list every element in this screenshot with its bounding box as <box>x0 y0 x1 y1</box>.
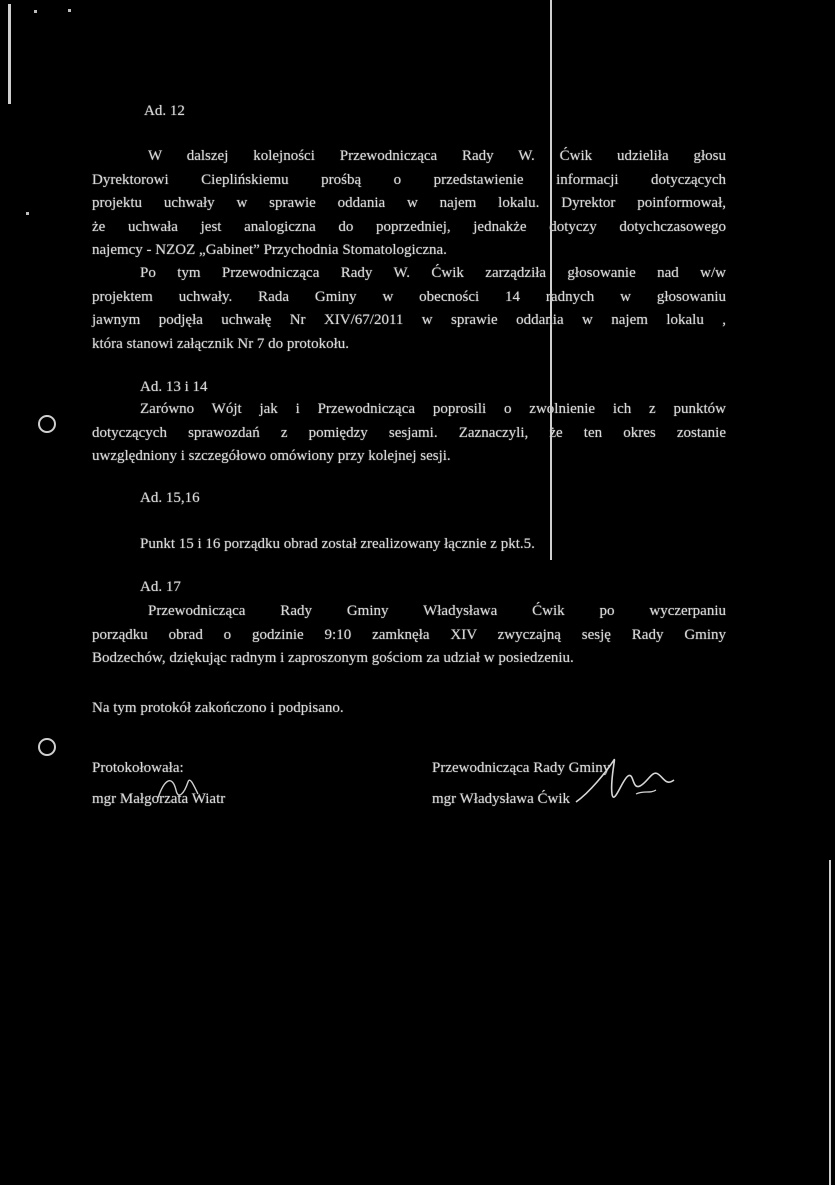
text-line: jawnym podjęła uchwałę Nr XIV/67/2011 w sprawie oddania w najem lokalu , <box>92 312 726 328</box>
text-line: Bodzechów, dziękując radnym i zaproszonym gościom za udział w posiedzeniu. <box>92 650 574 666</box>
text-line: dotyczących sprawozdań z pomiędzy sesjami. Zaznaczyli, że ten okres zostanie <box>92 424 726 441</box>
text-line: najemcy - NZOZ „Gabinet” Przychodnia Stomatologiczna. <box>92 242 447 258</box>
signature-right-role: Przewodnicząca Rady Gminy <box>432 760 611 776</box>
ad1314-heading: Ad. 13 i 14 <box>140 379 208 395</box>
ad17-heading: Ad. 17 <box>140 579 181 595</box>
scan-speck <box>26 212 29 215</box>
text-line: porządku obrad o godzinie 9:10 zamknęła XIV zwyczajną sesję Rady Gminy <box>92 626 726 643</box>
text-line: Dyrektorowi Cieplińskiemu prośbą o przedstawienie informacji dotyczących <box>92 171 726 188</box>
signature-left-role: Protokołowała: <box>92 760 184 776</box>
ad1314-paragraph <box>92 398 726 469</box>
text-line: Przewodnicząca Rady Gminy Władysława Ćwik po wyczerpaniu <box>148 603 726 619</box>
punch-hole-lower <box>38 738 56 756</box>
text-line: projektu uchwały w sprawie oddania w najem lokalu. Dyrektor poinformował, <box>92 195 726 211</box>
ad12-paragraph-1 <box>92 145 726 263</box>
text-line: Zarówno Wójt jak i Przewodnicząca poprosili o zwolnienie ich z punktów <box>140 401 726 417</box>
text-line: Po tym Przewodnicząca Rady W. Ćwik zarządziła głosowanie nad w/w <box>140 265 726 281</box>
right-signature-scribble <box>570 750 680 820</box>
ad12-paragraph-2 <box>92 262 726 356</box>
signature-right-name: mgr Władysława Ćwik <box>432 791 571 807</box>
text-line: W dalszej kolejności Przewodnicząca Rady W. Ćwik udzieliła głosu <box>148 148 726 164</box>
closing-sentence: Na tym protokół zakończono i podpisano. <box>92 700 344 716</box>
ad1516-paragraph: Punkt 15 i 16 porządku obrad został zrealizowany łącznie z pkt.5. <box>140 536 535 552</box>
ad17-paragraph <box>92 600 726 671</box>
scan-speck <box>68 9 71 12</box>
ad1516-heading: Ad. 15,16 <box>140 490 200 506</box>
scan-speck <box>34 10 37 13</box>
signature-left-name: mgr Małgorzata Wiatr <box>92 791 226 807</box>
text-line: projektem uchwały. Rada Gminy w obecności 14 radnych w głosowaniu <box>92 288 726 305</box>
right-edge-line <box>829 860 831 1185</box>
text-line: że uchwała jest analogiczna do poprzedniej, jednakże dotyczy dotychczasowego <box>92 218 726 235</box>
text-line: która stanowi załącznik Nr 7 do protokołu. <box>92 335 350 352</box>
ad12-heading: Ad. 12 <box>144 103 185 119</box>
left-edge-line <box>8 4 11 104</box>
left-signature-scribble <box>150 760 220 810</box>
punch-hole-upper <box>38 415 56 433</box>
text-line: uwzględniony i szczegółowo omówiony przy kolejnej sesji. <box>92 448 451 464</box>
